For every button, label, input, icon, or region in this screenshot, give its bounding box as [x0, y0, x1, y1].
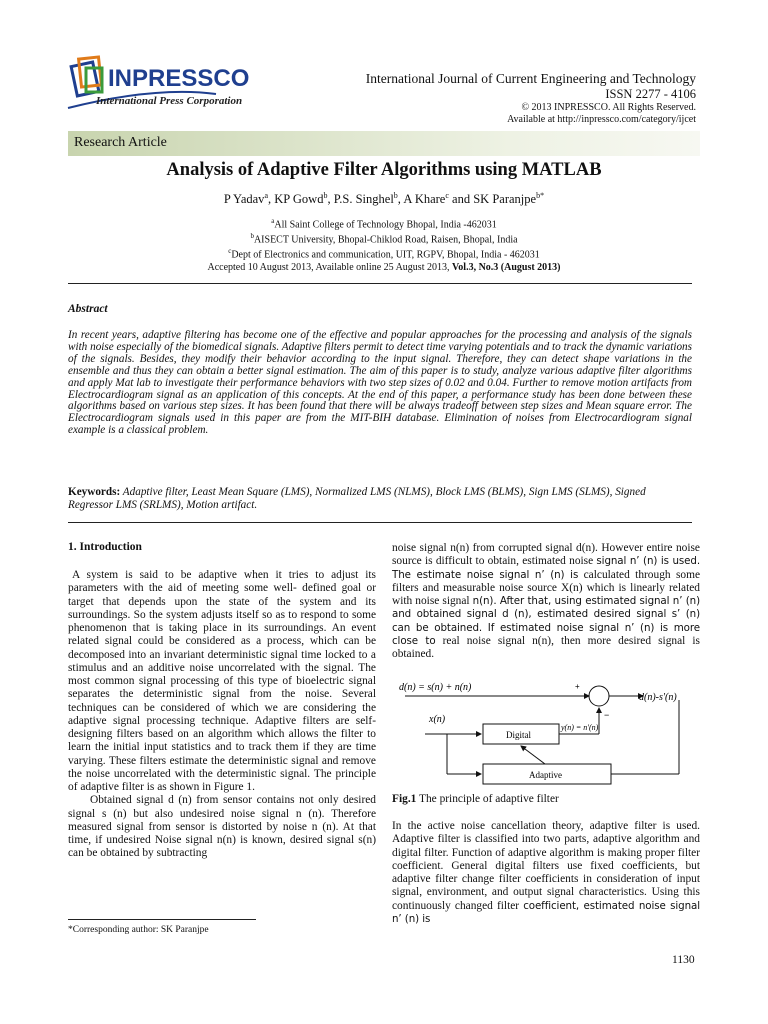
logo-tagline: International Press Corporation: [96, 95, 243, 107]
plus-sign: +: [575, 682, 580, 691]
digital-label: Digital: [506, 730, 531, 740]
affiliations: [68, 216, 700, 260]
paragraph: Obtained signal d (n) from sensor contains not only desired signal s (n) but also undesired noise signal n (n). Therefore measured signal from sensor is distorted by noise n (n). At that time, if undesired Noise signal n(n) is known, desired signal s(n) can be obtained by subtracting: [68, 794, 376, 860]
keywords-label: Keywords:: [68, 486, 121, 498]
issn: ISSN 2277 - 4106: [605, 87, 696, 101]
article-type-banner: [68, 131, 700, 156]
page-number: 1130: [672, 954, 695, 966]
journal-info: [276, 71, 696, 125]
figure-caption: Fig.1 The principle of adaptive filter: [392, 793, 559, 805]
publication-dates: Accepted 10 August 2013, Available online 25 August 2013, Vol.3, No.3 (August 2013): [207, 262, 561, 273]
adaptive-label: Adaptive: [529, 770, 562, 780]
journal-name: International Journal of Current Engineering and Technology: [365, 71, 696, 86]
diagram-label-y: y(n) = n'(n): [561, 723, 599, 732]
author-list: P Yadav$^a$, KP Gowd$^b$, P.S. Singhel$^b$, A Khare$^c$ and SK Paranjpe$^{b*}$: [223, 191, 545, 207]
author: SK Paranjpe: [473, 192, 537, 207]
diagram-label-input: d(n) = s(n) + n(n): [399, 682, 472, 693]
abstract-divider: [68, 522, 692, 523]
header-divider: [68, 283, 692, 284]
diagram-label-output: d(n)-s'(n): [639, 692, 677, 703]
author: A Khare: [403, 192, 446, 207]
copyright: © 2013 INPRESSCO. All Rights Reserved.: [521, 102, 696, 113]
abstract-text: In recent years, adaptive filtering has become one of the effective and popular approaches for the processing and analysis of the signals with noise especially of the biomedical signals. Adaptive filters permit to detect time varying potentials and to track the dynamic variations of the signals. Besides, they modify their behavior according to the input signal. Therefore, they can detect shape variations in the ensemble and thus they can obtain a better signal estimation. The aim of this paper is to study, analyze various adaptive filter algorithms and apply Mat lab to investigate their performance behaviors with two step sizes of 0.02 and 0.04. Further to remove motion artifacts from Electrocardiogram signal as an application of this concepts. At the end of this paper, a performance study has been done between these algorithms based on various step sizes. It has been found that there will be always tradeoff between step sizes and Mean square error. The Electrocardiogram signals used in this paper are from the MIT-BIH database. Elimination of noises from Electrocardiogram signal example is a classical problem.: [68, 329, 692, 437]
affiliation: $^c$Dept of Electronics and communication, UIT, RGPV, Bhopal, India - 462031: [228, 246, 540, 260]
right-column-bottom: In the active noise cancellation theory, adaptive filter is used. Adaptive filter is classified into two parts, adaptive algorithm and digital filter. Function of adaptive algorithm is making proper filter coefficient. General digital filters use fixed coefficients, but adaptive filter change filter coefficients in consideration of input signal, environment, and output signal characteristics. Using this continuously changed filter coefficient, estimated noise signal n’ (n) is: [392, 820, 700, 925]
article-type-label: Research Article: [74, 135, 167, 150]
section-heading: 1. Introduction: [68, 541, 142, 553]
publisher-logo: [66, 50, 288, 130]
right-column-top: noise signal n(n) from corrupted signal d(n). However entire noise source is difficult to obtain, estimated noise signal n’ (n) is used. The estimate noise signal n’ (n) is calculated through some filters and measurable noise source X(n) which is linearly related with noise signal n(n). After that, using estimated signal n’ (n) and obtained signal d (n), estimated desired signal s’ (n) can be obtained. If estimated noise signal n’ (n) is more close to real noise signal n(n), then more desired signal is obtained.: [392, 542, 701, 660]
author: P Yadav: [223, 192, 265, 207]
volume-info: Vol.3, No.3 (August 2013): [451, 262, 561, 273]
diagram-label-x: x(n): [429, 714, 446, 725]
author: KP Gowd: [274, 192, 324, 207]
summing-junction: [589, 686, 609, 706]
minus-sign: −: [604, 710, 610, 720]
paragraph: A system is said to be adaptive when it tries to adjust its parameters with the aid of meeting some well- defined goal or target that depends upon the state of the system and its surroundings. So the system adjusts itself so as to respond to some phenomenon that is taking place in its surroundings. An event related signal could be considered as a process, which can be decomposed into an invariant deterministic signal time locked to a stimulus and an additive noise uncorrelated with the signal. The most common signal processing of this type of bioelectric signal separates the deterministic signal from the noise. Several techniques can be considered of which we are considering the adaptive signal processing technique. Adaptive filters are self-designing filters based on an algorithm which allows the filter to learn the initial input statistics and to track them if they are time varying. These filters estimate the deterministic signal and remove the noise uncorrelated with the deterministic signal. The principle of adaptive filter is as shown in Figure 1.: [68, 569, 376, 793]
left-column: [68, 569, 376, 861]
abstract-heading: Abstract: [68, 303, 108, 315]
author: P.S. Singhel: [333, 192, 394, 207]
footnote-divider: [68, 919, 256, 920]
corresponding-author-footnote: *Corresponding author: SK Paranjpe: [68, 925, 209, 935]
paper-title: Analysis of Adaptive Filter Algorithms using MATLAB: [166, 160, 602, 180]
figure-adaptive-filter-diagram: [395, 676, 695, 788]
available-url[interactable]: Available at http://inpressco.com/category/ijcet: [507, 113, 696, 125]
affiliation: $^b$AISECT University, Bhopal-Chiklod Road, Raisen, Bhopal, India: [250, 231, 518, 246]
keywords: Keywords: Adaptive filter, Least Mean Square (LMS), Normalized LMS (NLMS), Block LMS (BLMS), Sign LMS (SLMS), Signed Regressor LMS (SRLMS), Motion artifact.: [68, 486, 646, 511]
affiliation: $^a$All Saint College of Technology Bhopal, India -462031: [271, 217, 497, 231]
logo-wordmark: INPRESSCO: [108, 65, 250, 92]
